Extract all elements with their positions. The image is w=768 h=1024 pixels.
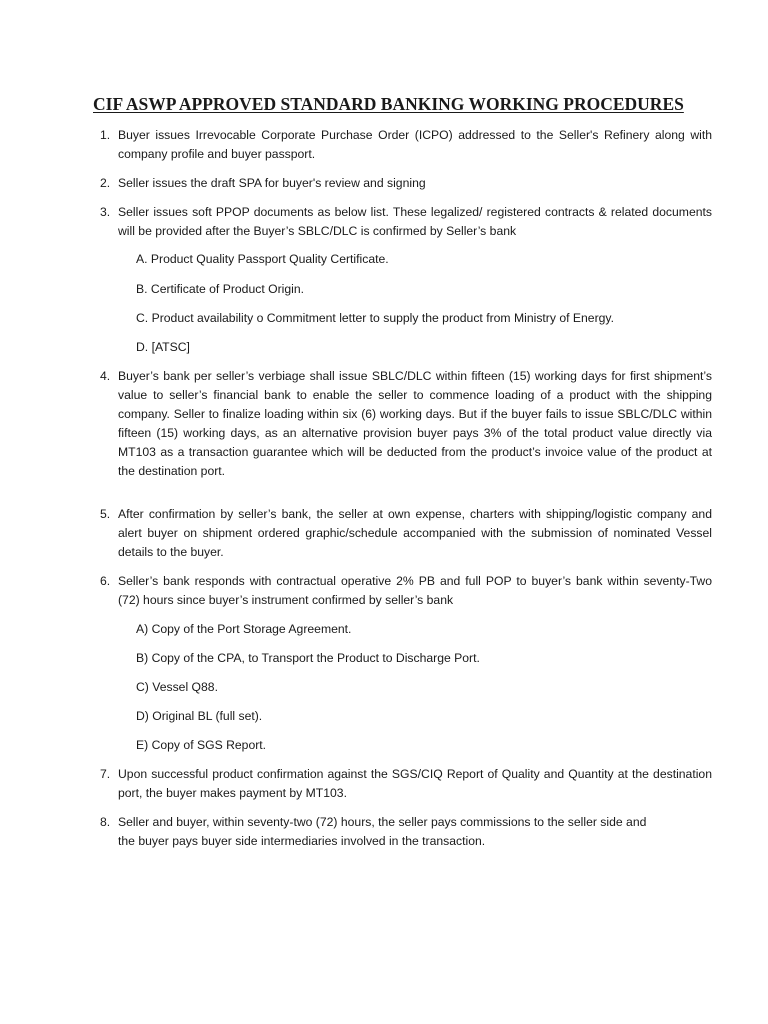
item-number: 4. xyxy=(100,369,111,383)
list-item-3 xyxy=(100,203,712,241)
item-text-line: Seller and buyer, within seventy-two (72) hours, the seller pays commissions to the seller side and xyxy=(118,815,647,829)
item-number: 3. xyxy=(100,205,111,219)
item-text: Seller issues the draft SPA for buyer's review and signing xyxy=(118,176,426,190)
item-number: 2. xyxy=(100,176,111,190)
sub-item-3b: B. Certificate of Product Origin. xyxy=(136,282,304,296)
item-text: After confirmation by seller’s bank, the seller at own expense, charters with shipping/logistic company and alert buyer on shipment ordered graphic/schedule accompanied with the submission of nominated Vessel details to the buyer. xyxy=(118,507,712,559)
item-text: Buyer issues Irrevocable Corporate Purchase Order (ICPO) addressed to the Seller's Refinery along with company profile and buyer passport. xyxy=(118,128,712,161)
list-item-6 xyxy=(100,572,712,610)
item-text: Upon successful product confirmation against the SGS/CIQ Report of Quality and Quantity at the destination port, the buyer makes payment by MT103. xyxy=(118,767,712,800)
sub-item-3d: D. [ATSC] xyxy=(136,340,190,354)
list-item-4 xyxy=(100,367,712,481)
sub-item-6a: A) Copy of the Port Storage Agreement. xyxy=(136,622,352,636)
sub-item-3c: C. Product availability o Commitment letter to supply the product from Ministry of Energy. xyxy=(136,311,614,325)
sub-item-3a: A. Product Quality Passport Quality Certificate. xyxy=(136,252,389,266)
item-text: Seller issues soft PPOP documents as below list. These legalized/ registered contracts & related documents will be provided after the Buyer’s SBLC/DLC is confirmed by Seller’s bank xyxy=(118,205,712,238)
item-text xyxy=(118,813,712,851)
page-title: CIF ASWP APPROVED STANDARD BANKING WORKING PROCEDURES xyxy=(93,94,684,114)
list-item-8 xyxy=(100,813,712,851)
list-item-5 xyxy=(100,505,712,562)
item-text-line: the buyer pays buyer side intermediaries involved in the transaction. xyxy=(118,834,486,848)
sub-item-6c: C) Vessel Q88. xyxy=(136,680,218,694)
sub-item-6d: D) Original BL (full set). xyxy=(136,709,263,723)
sub-item-6b: B) Copy of the CPA, to Transport the Product to Discharge Port. xyxy=(136,651,480,665)
item-number: 6. xyxy=(100,574,111,588)
list-item-1 xyxy=(100,126,712,164)
item-text: Seller’s bank responds with contractual operative 2% PB and full POP to buyer’s bank within seventy-Two (72) hours since buyer’s instrument confirmed by seller’s bank xyxy=(118,574,712,607)
item-number: 8. xyxy=(100,815,111,829)
list-item-2 xyxy=(100,174,712,193)
item-number: 1. xyxy=(100,128,111,142)
sub-item-6e: E) Copy of SGS Report. xyxy=(136,738,267,752)
item-text: Buyer’s bank per seller’s verbiage shall issue SBLC/DLC within fifteen (15) working days for first shipment’s value to seller’s financial bank to enable the seller to commence loading of a product with the shipping company. Seller to finalize loading within six (6) working days. But if the buyer fails to issue SBLC/DLC within fifteen (15) working days, as an alternative provision buyer pays 3% of the total product value directly via MT103 as a transaction guarantee which will be deducted from the product’s invoice value of the product at the destination port. xyxy=(118,369,712,478)
list-item-7 xyxy=(100,765,712,803)
item-number: 5. xyxy=(100,507,111,521)
item-number: 7. xyxy=(100,767,111,781)
